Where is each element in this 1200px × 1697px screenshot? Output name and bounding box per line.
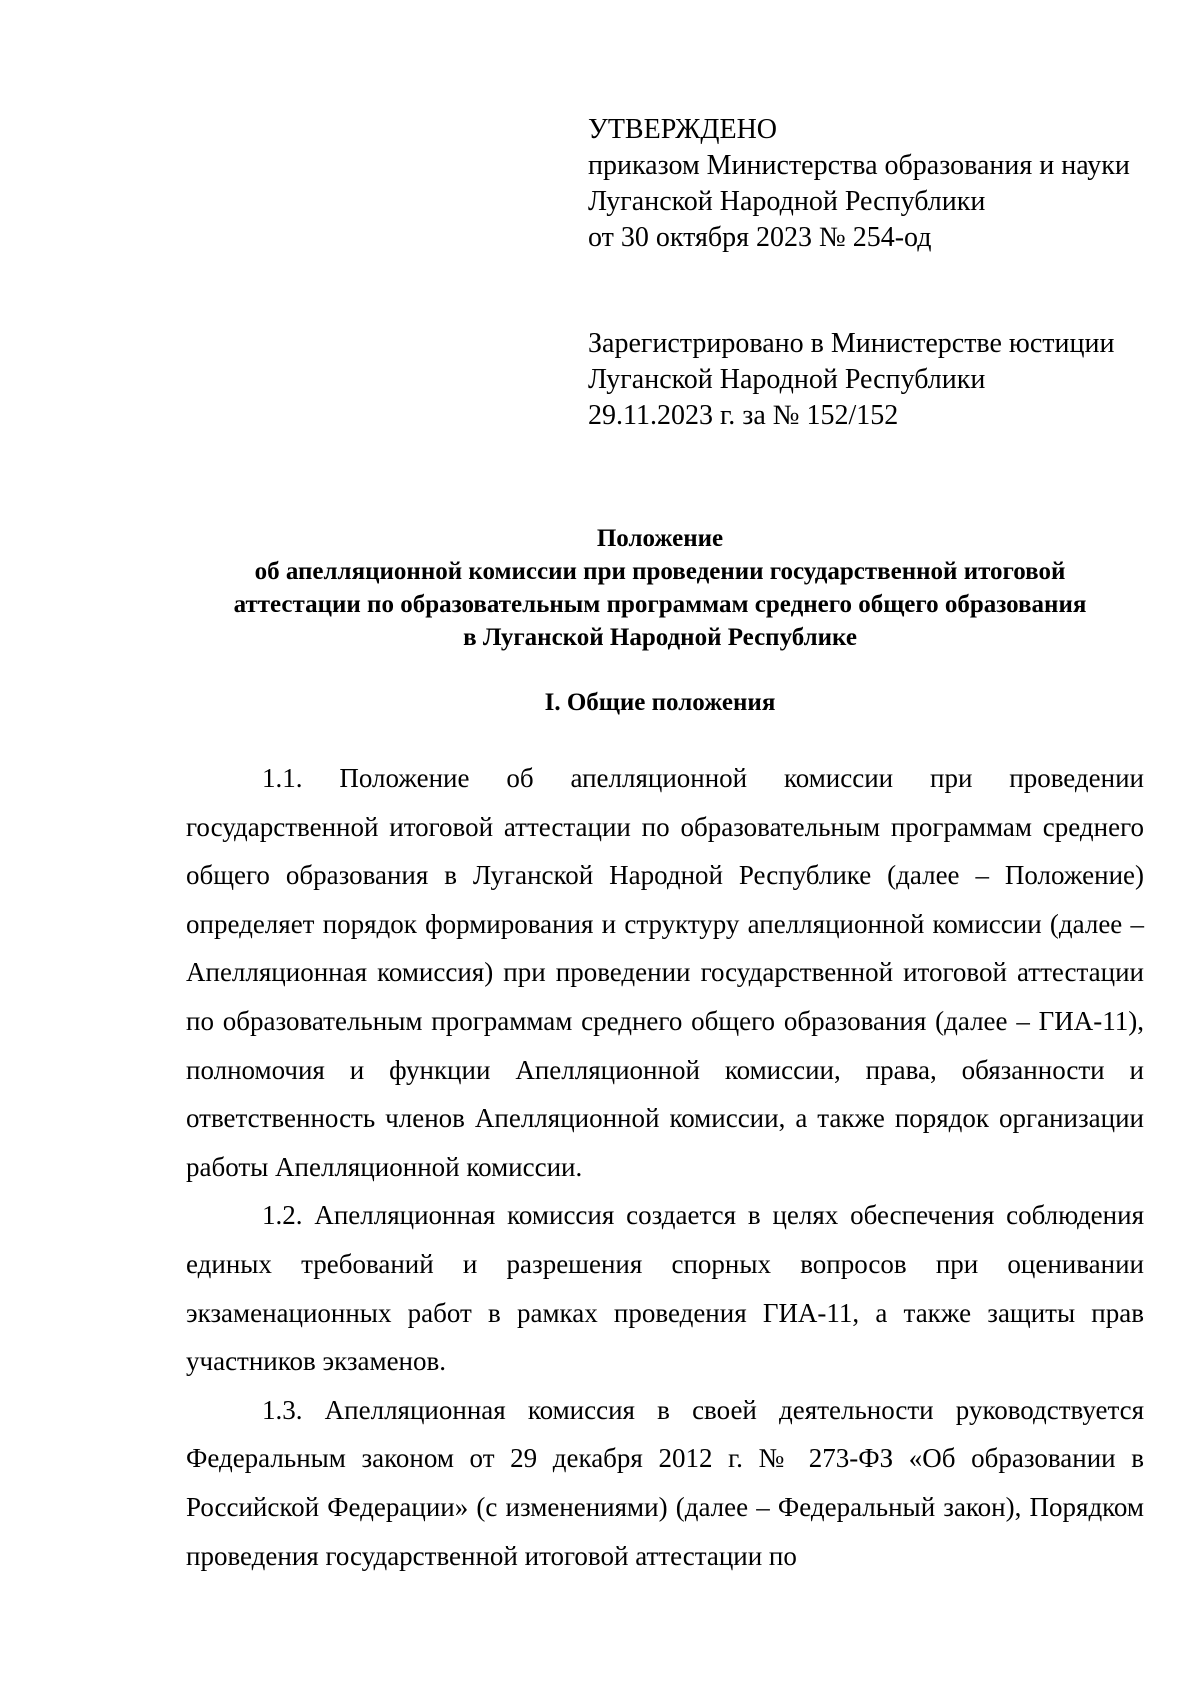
title-line-4: в Луганской Народной Республике xyxy=(463,624,857,651)
document-title xyxy=(160,522,1160,654)
title-line-1: Положение xyxy=(596,525,724,552)
registration-republic-line: Луганской Народной Республики xyxy=(588,364,986,395)
approval-republic-line: Луганской Народной Республики xyxy=(588,186,986,217)
section-heading: I. Общие положения xyxy=(544,689,776,716)
approval-date-line: от 30 октября 2023 № 254-од xyxy=(588,222,932,253)
title-line-3: аттестации по образовательным программам среднего общего образования xyxy=(233,591,1087,618)
approval-order-line: приказом Министерства образования и науки xyxy=(588,150,1130,181)
approval-stamp xyxy=(588,112,1148,256)
approval-heading: УТВЕРЖДЕНО xyxy=(588,114,778,145)
paragraph-1-3: 1.3. Апелляционная комиссия в своей деятельности руководствуется Федеральным законом от 29 декабря 2012 г. № 273-ФЗ «Об образовании в Российской Федерации» (с изменениями) (далее – Федеральный закон), Порядком проведения государственной итоговой аттестации по xyxy=(186,1394,1144,1571)
paragraph-1-2: 1.2. Апелляционная комиссия создается в целях обеспечения соблюдения единых требований и разрешения спорных вопросов при оценивании экзаменационных работ в рамках проведения ГИА-11, а также защиты прав участников экзаменов. xyxy=(186,1200,1144,1377)
registration-number-line: 29.11.2023 г. за № 152/152 xyxy=(588,400,899,431)
registration-ministry-line: Зарегистрировано в Министерстве юстиции xyxy=(588,328,1115,359)
paragraph-1-1: 1.1. Положение об апелляционной комиссии при проведении государственной итоговой аттестации по образовательным программам среднего общего образования в Луганской Народной Республике (далее – Положение) определяет порядок формирования и структуру апелляционной комиссии (далее – Апелляционная комиссия) при проведении государственной итоговой аттестации по образовательным программам среднего общего образования (далее – ГИА-11), полномочия и функции Апелляционной комиссии, права, обязанности и ответственность членов Апелляционной комиссии, а также порядок организации работы Апелляционной комиссии. xyxy=(186,763,1144,1182)
document-body xyxy=(186,754,1144,1580)
title-line-2: об апелляционной комиссии при проведении государственной итоговой xyxy=(254,558,1066,585)
registration-note xyxy=(588,326,1148,434)
